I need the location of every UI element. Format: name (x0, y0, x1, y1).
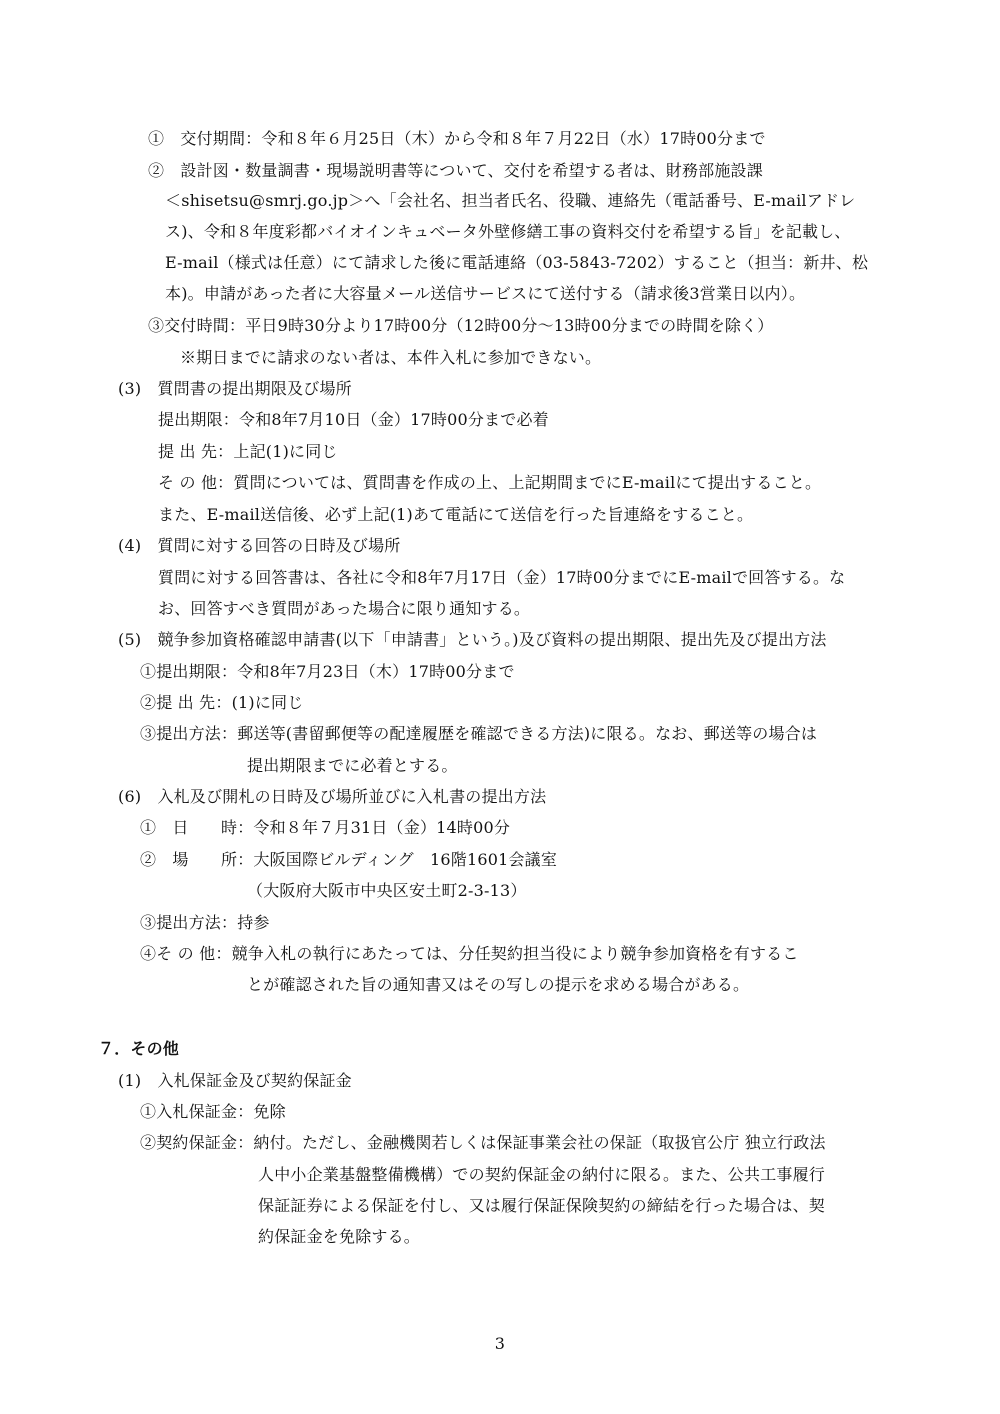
answer-text: 質問に対する回答書は、各社に令和8年7月17日（金）17時00分までにE-mailで回答する。な (158, 568, 846, 587)
bid-datetime: ① 日 時：令和８年７月31日（金）14時00分 (140, 818, 511, 837)
submission-destination: ②提 出 先：(1)に同じ (140, 693, 304, 712)
contract-bond: ②契約保証金：納付。ただし、金融機関若しくは保証事業会社の保証（取扱官公庁 独立行政法 (140, 1133, 826, 1152)
section-heading-7-1: (1) 入札保証金及び契約保証金 (118, 1071, 352, 1090)
contract-bond: 約保証金を免除する。 (258, 1227, 421, 1246)
delivery-request-text: ② 設計図・数量調書・現場説明書等について、交付を希望する者は、財務部施設課 (148, 161, 763, 180)
submission-method: 提出期限までに必着とする。 (247, 756, 458, 775)
chapter-heading-7: ７．その他 (98, 1039, 180, 1058)
section-heading-3: (3) 質問書の提出期限及び場所 (118, 379, 352, 398)
delivery-hours: ③交付時間：平日9時30分より17時00分（12時00分～13時00分までの時間を除く） (148, 316, 774, 335)
bid-other: ④そ の 他：競争入札の執行にあたっては、分任契約担当役により競争参加資格を有するこ (140, 944, 799, 963)
delivery-request-text: E-mail（様式は任意）にて請求した後に電話連絡（03-5843-7202）すること（担当：新井、松 (165, 253, 869, 272)
contract-bond: 保証証券による保証を付し、又は履行保証保険契約の締結を行った場合は、契 (258, 1196, 826, 1215)
submission-deadline: ①提出期限：令和8年7月23日（木）17時00分まで (140, 662, 515, 681)
question-destination: 提 出 先：上記(1)に同じ (158, 442, 338, 461)
delivery-request-text: ＜shisetsu@smrj.go.jp＞へ「会社名、担当者氏名、役職、連絡先（電話番号、E-mailアドレ (165, 191, 856, 210)
contract-bond: 人中小企業基盤整備機構）での契約保証金の納付に限る。また、公共工事履行 (258, 1165, 826, 1184)
bid-other: とが確認された旨の通知書又はその写しの提示を求める場合がある。 (247, 975, 750, 994)
section-heading-6: (6) 入札及び開札の日時及び場所並びに入札書の提出方法 (118, 787, 547, 806)
section-heading-4: (4) 質問に対する回答の日時及び場所 (118, 536, 401, 555)
bid-bond: ①入札保証金：免除 (140, 1102, 286, 1121)
question-other-note: また、E-mail送信後、必ず上記(1)あて電話にて送信を行った旨連絡をすること。 (158, 505, 754, 524)
bid-address: （大阪府大阪市中央区安土町2-3-13） (247, 881, 527, 900)
delivery-request-text: ス)、令和８年度彩都バイオインキュベータ外壁修繕工事の資料交付を希望する旨」を記載し、 (165, 222, 851, 241)
question-other: そ の 他：質問については、質問書を作成の上、上記期間までにE-mailにて提出すること。 (158, 473, 822, 492)
bid-place: ② 場 所：大阪国際ビルディング 16階1601会議室 (140, 850, 558, 869)
answer-text: お、回答すべき質問があった場合に限り通知する。 (158, 599, 531, 618)
section-heading-5: (5) 競争参加資格確認申請書(以下「申請書」という。)及び資料の提出期限、提出先及び提出方法 (118, 630, 827, 649)
bid-method: ③提出方法：持参 (140, 913, 270, 932)
question-deadline: 提出期限：令和8年7月10日（金）17時00分まで必着 (158, 410, 549, 429)
page-number: 3 (494, 1334, 506, 1353)
delivery-period: ① 交付期間：令和８年６月25日（木）から令和８年７月22日（水）17時00分まで (148, 129, 766, 148)
delivery-note: ※期日までに請求のない者は、本件入札に参加できない。 (180, 348, 602, 367)
submission-method: ③提出方法：郵送等(書留郵便等の配達履歴を確認できる方法)に限る。なお、郵送等の場合は (140, 724, 818, 743)
delivery-request-text: 本)。申請があった者に大容量メール送信サービスにて送付する（請求後3営業日以内）。 (165, 284, 806, 303)
